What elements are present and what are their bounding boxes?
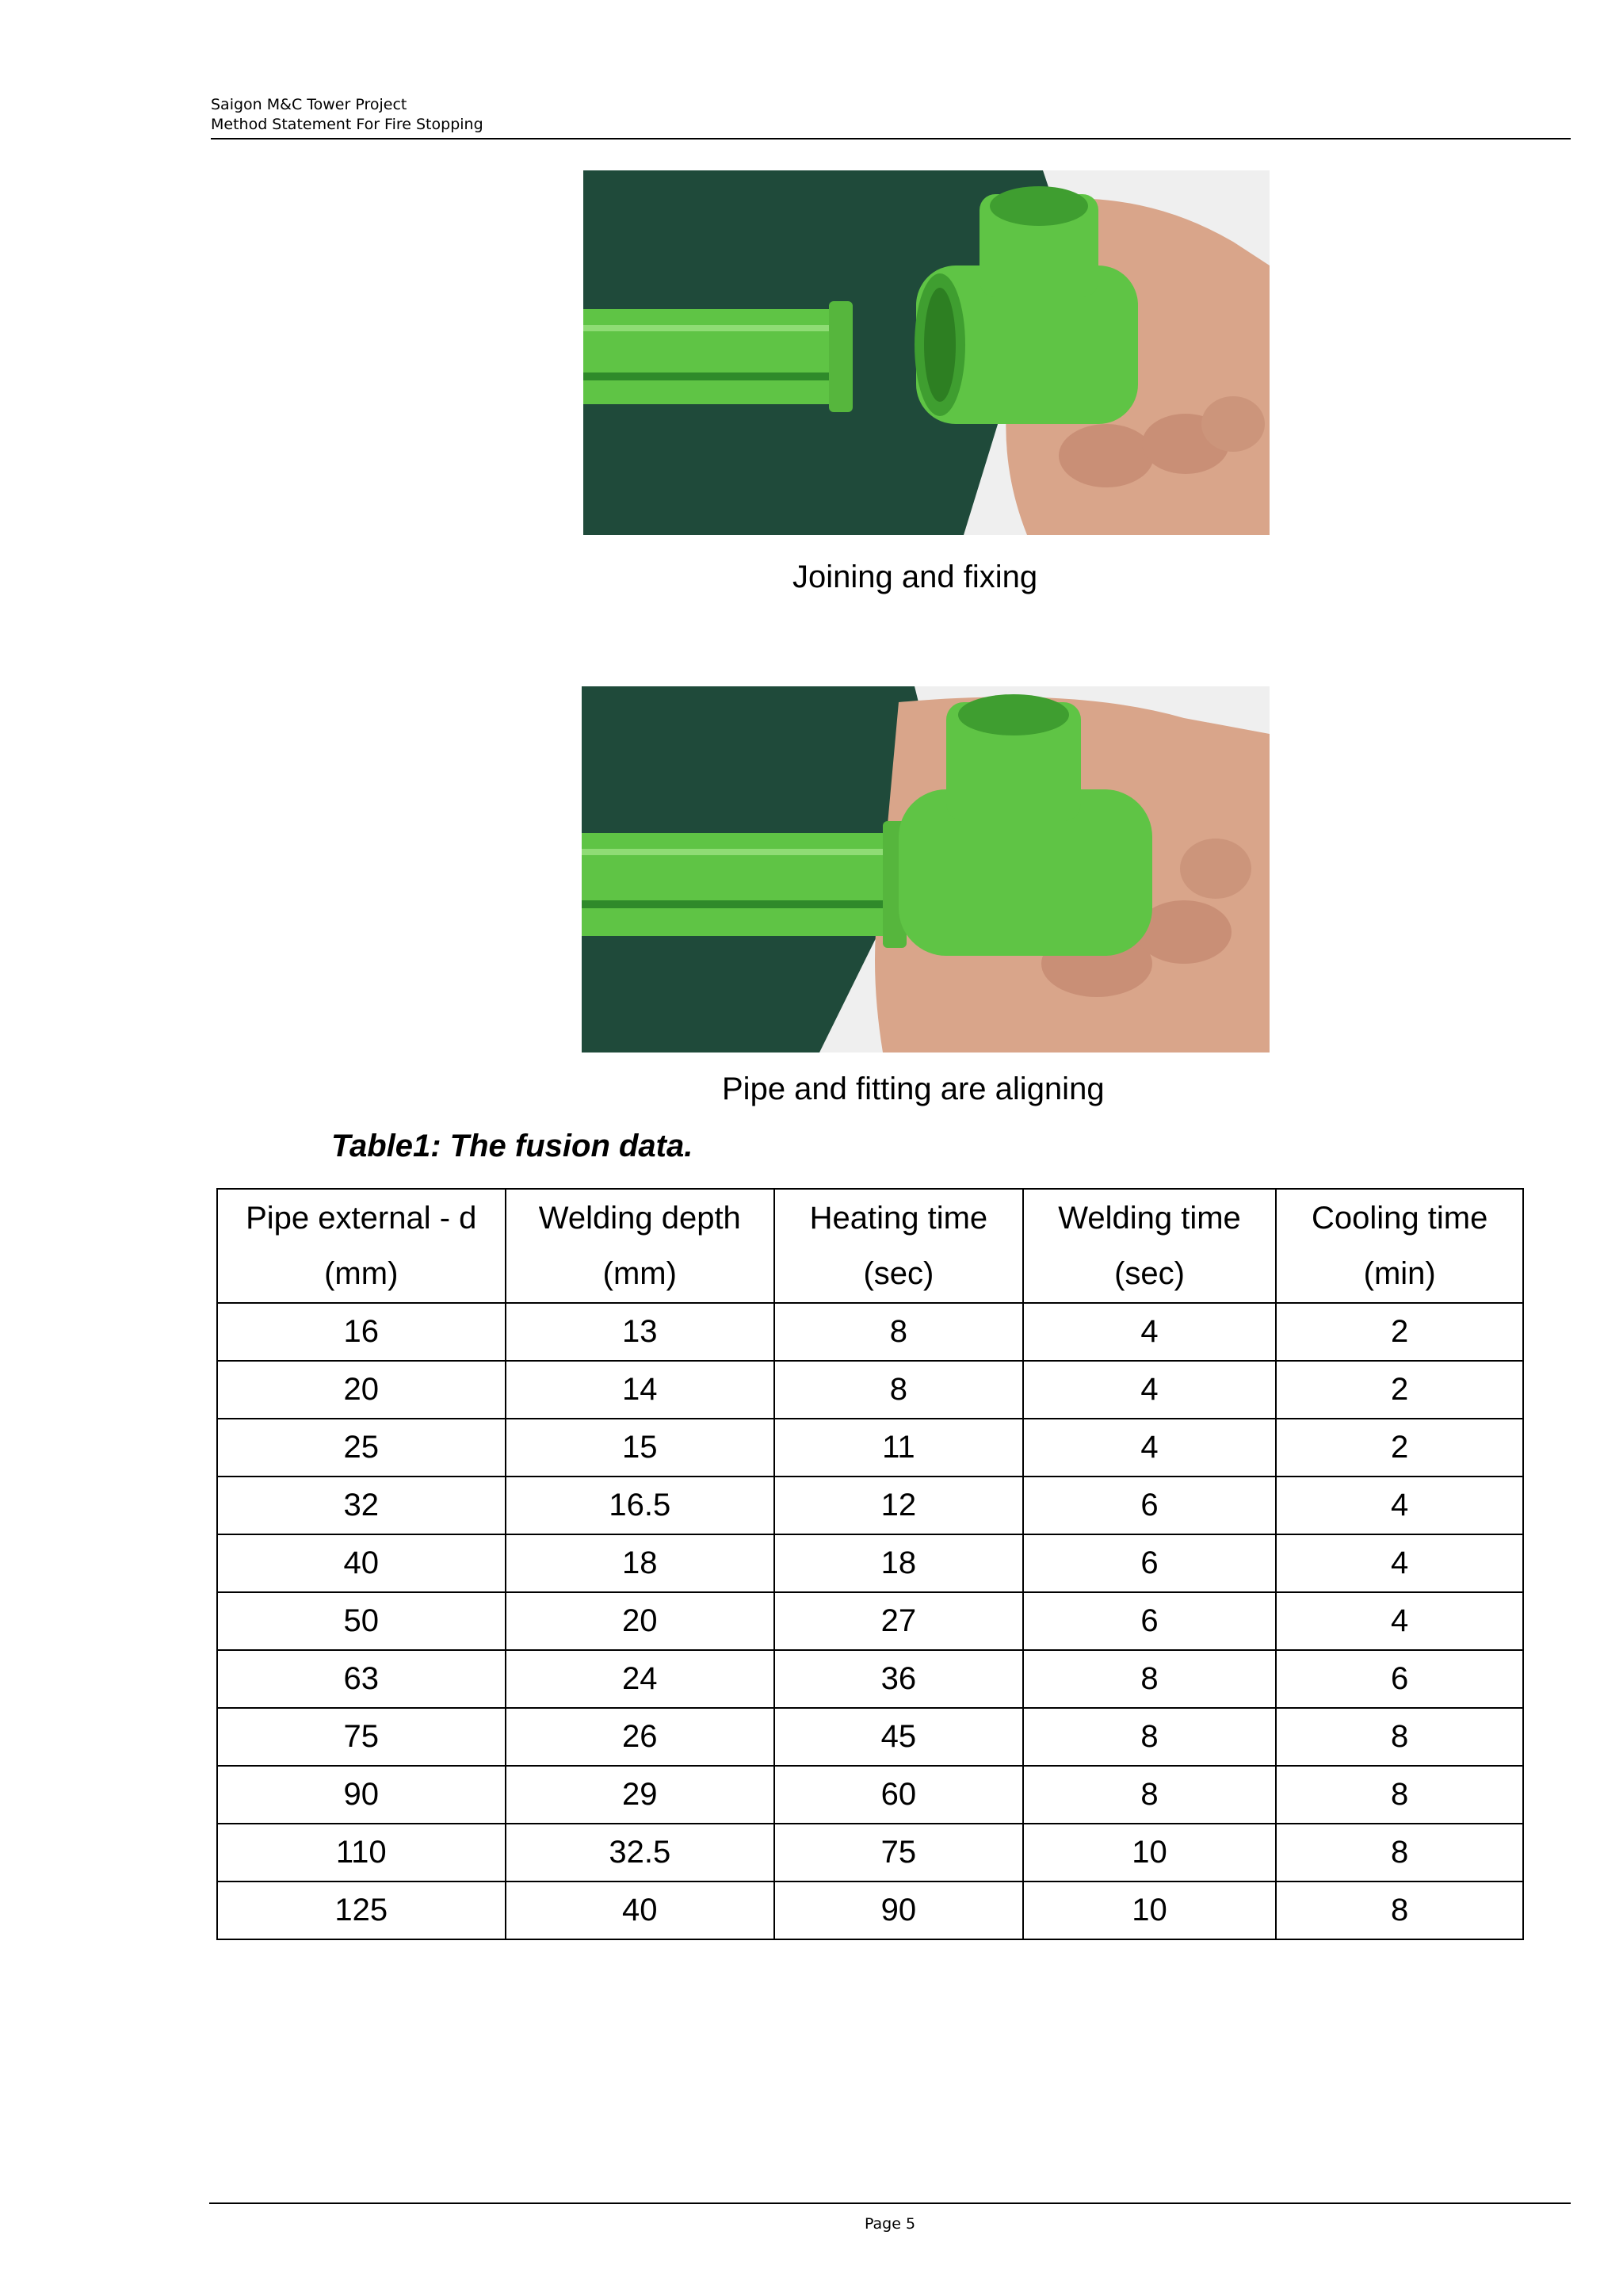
table-cell: 8 <box>1276 1766 1523 1824</box>
header-label: Welding time <box>1058 1201 1241 1236</box>
table-cell: 13 <box>506 1303 775 1361</box>
table-header-row <box>217 1189 1523 1303</box>
table-cell: 4 <box>1023 1419 1277 1477</box>
table-cell: 8 <box>1276 1824 1523 1881</box>
table-cell: 20 <box>217 1361 506 1419</box>
table-cell: 2 <box>1276 1303 1523 1361</box>
photo-aligning <box>582 686 1270 1052</box>
header-unit: (mm) <box>602 1256 677 1291</box>
table-cell: 90 <box>217 1766 506 1824</box>
table-cell: 10 <box>1023 1881 1277 1939</box>
table-cell: 4 <box>1276 1534 1523 1592</box>
photo-joining <box>583 170 1270 535</box>
table-row <box>217 1650 1523 1708</box>
table-cell: 11 <box>774 1419 1023 1477</box>
table-cell: 24 <box>506 1650 775 1708</box>
table-cell: 10 <box>1023 1824 1277 1881</box>
table-row <box>217 1766 1523 1824</box>
table-cell: 90 <box>774 1881 1023 1939</box>
header-label: Pipe external - d <box>246 1201 477 1236</box>
table-cell: 4 <box>1023 1303 1277 1361</box>
table-cell: 8 <box>1023 1708 1277 1766</box>
header-pipe-external <box>217 1189 506 1303</box>
table-cell: 40 <box>217 1534 506 1592</box>
table-cell: 4 <box>1276 1592 1523 1650</box>
table-cell: 27 <box>774 1592 1023 1650</box>
table-cell: 6 <box>1023 1477 1277 1534</box>
table-cell: 18 <box>774 1534 1023 1592</box>
table-cell: 36 <box>774 1650 1023 1708</box>
page-number: Page 5 <box>864 2215 916 2233</box>
table-cell: 16.5 <box>506 1477 775 1534</box>
table-cell: 26 <box>506 1708 775 1766</box>
table-row <box>217 1361 1523 1419</box>
table-cell: 40 <box>506 1881 775 1939</box>
header-label: Heating time <box>809 1201 988 1236</box>
table-cell: 60 <box>774 1766 1023 1824</box>
table-cell: 45 <box>774 1708 1023 1766</box>
table-row <box>217 1477 1523 1534</box>
table-cell: 6 <box>1276 1650 1523 1708</box>
table-cell: 8 <box>1023 1650 1277 1708</box>
page-footer <box>209 2202 1571 2233</box>
figure-caption-1: Joining and fixing <box>792 560 1038 594</box>
table-cell: 8 <box>774 1303 1023 1361</box>
table-row <box>217 1534 1523 1592</box>
table-cell: 25 <box>217 1419 506 1477</box>
header-welding-depth <box>506 1189 775 1303</box>
header-unit: (sec) <box>863 1256 934 1291</box>
table-body <box>217 1303 1523 1939</box>
table-cell: 16 <box>217 1303 506 1361</box>
table-cell: 50 <box>217 1592 506 1650</box>
table-cell: 6 <box>1023 1534 1277 1592</box>
header-document: Method Statement For Fire Stopping <box>211 116 483 133</box>
header-unit: (mm) <box>324 1256 399 1291</box>
table-cell: 15 <box>506 1419 775 1477</box>
table-title: Table1: The fusion data. <box>331 1129 693 1163</box>
table-row <box>217 1592 1523 1650</box>
table-row <box>217 1303 1523 1361</box>
fusion-data-table <box>216 1188 1524 1940</box>
table-cell: 75 <box>774 1824 1023 1881</box>
table-cell: 12 <box>774 1477 1023 1534</box>
table-cell: 14 <box>506 1361 775 1419</box>
table-cell: 8 <box>774 1361 1023 1419</box>
table-cell: 32.5 <box>506 1824 775 1881</box>
header-unit: (min) <box>1363 1256 1436 1291</box>
header-label: Cooling time <box>1312 1201 1488 1236</box>
header-cooling-time <box>1276 1189 1523 1303</box>
table-cell: 18 <box>506 1534 775 1592</box>
header-project: Saigon M&C Tower Project <box>211 96 407 113</box>
table-row <box>217 1881 1523 1939</box>
header-heating-time <box>774 1189 1023 1303</box>
table-cell: 8 <box>1023 1766 1277 1824</box>
figure-caption-2: Pipe and fitting are aligning <box>722 1072 1105 1106</box>
table-cell: 20 <box>506 1592 775 1650</box>
table-cell: 4 <box>1023 1361 1277 1419</box>
table-cell: 125 <box>217 1881 506 1939</box>
table-cell: 2 <box>1276 1419 1523 1477</box>
table-cell: 110 <box>217 1824 506 1881</box>
header-unit: (sec) <box>1114 1256 1185 1291</box>
table-cell: 2 <box>1276 1361 1523 1419</box>
table-cell: 6 <box>1023 1592 1277 1650</box>
header-welding-time <box>1023 1189 1277 1303</box>
table-row <box>217 1824 1523 1881</box>
table-cell: 32 <box>217 1477 506 1534</box>
table-row <box>217 1419 1523 1477</box>
table-cell: 8 <box>1276 1708 1523 1766</box>
table-cell: 4 <box>1276 1477 1523 1534</box>
table-cell: 63 <box>217 1650 506 1708</box>
header-label: Welding depth <box>538 1201 741 1236</box>
table-cell: 8 <box>1276 1881 1523 1939</box>
table-cell: 29 <box>506 1766 775 1824</box>
table-cell: 75 <box>217 1708 506 1766</box>
table-row <box>217 1708 1523 1766</box>
page-header <box>211 95 1571 139</box>
